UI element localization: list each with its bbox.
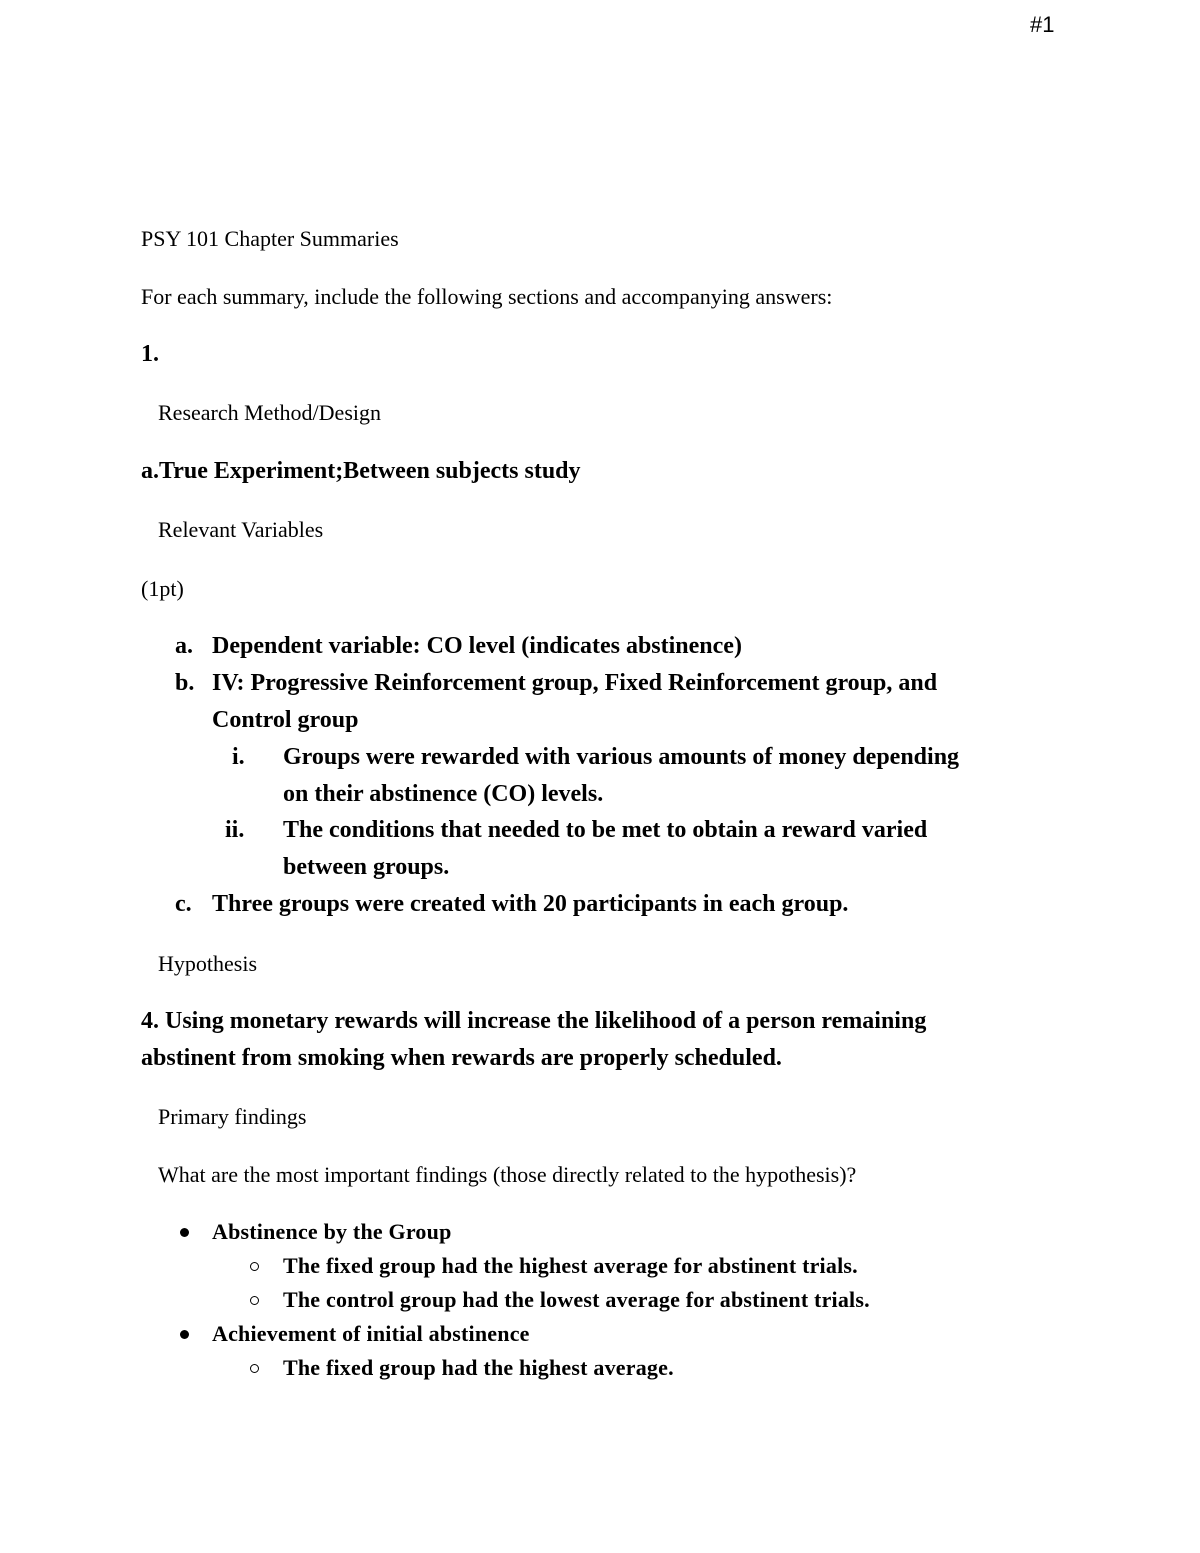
list-item-text: on their abstinence (CO) levels. — [283, 781, 604, 807]
answer-text: True Experiment;Between subjects study — [159, 458, 581, 484]
list-marker: a. — [175, 633, 193, 659]
item-number: 1. — [141, 341, 159, 367]
bullet-icon — [180, 1228, 189, 1237]
list-item-text: Control group — [212, 707, 359, 733]
research-method-heading: Research Method/Design — [158, 400, 381, 425]
hypothesis-line-1 — [141, 1008, 926, 1035]
research-method-answer — [141, 458, 581, 485]
list-marker: ii. — [225, 817, 245, 843]
bullet-icon — [180, 1330, 189, 1339]
finding-detail: The control group had the lowest average for abstinent trials. — [283, 1287, 870, 1312]
finding-label: Achievement of initial abstinence — [212, 1321, 530, 1346]
list-item-text: IV: Progressive Reinforcement group, Fixed Reinforcement group, and — [212, 670, 938, 696]
findings-question: What are the most important findings (those directly related to the hypothesis)? — [158, 1162, 857, 1187]
hypothesis-line-2: abstinent from smoking when rewards are properly scheduled. — [141, 1045, 782, 1071]
list-marker: i. — [232, 744, 245, 770]
hypothesis-heading: Hypothesis — [158, 951, 257, 976]
finding-detail: The fixed group had the highest average for abstinent trials. — [283, 1253, 858, 1278]
sub-bullet-icon — [250, 1296, 259, 1305]
intro-text: For each summary, include the following sections and accompanying answers: — [141, 284, 833, 309]
page-number: #1 — [1030, 12, 1055, 37]
variables-points: (1pt) — [141, 576, 184, 601]
sub-bullet-icon — [250, 1262, 259, 1271]
answer-marker: a. — [141, 458, 159, 484]
list-item-text: The conditions that needed to be met to obtain a reward varied — [283, 817, 928, 843]
hypothesis-text: Using monetary rewards will increase the likelihood of a person remaining — [165, 1008, 927, 1034]
list-marker: b. — [175, 670, 195, 696]
sub-bullet-icon — [250, 1364, 259, 1373]
list-item-text: Groups were rewarded with various amounts of money depending — [283, 744, 960, 770]
finding-label: Abstinence by the Group — [212, 1219, 452, 1244]
list-marker: c. — [175, 891, 192, 917]
finding-detail: The fixed group had the highest average. — [283, 1355, 674, 1380]
list-item-text: Dependent variable: CO level (indicates abstinence) — [212, 633, 742, 659]
list-item-text: between groups. — [283, 854, 450, 880]
document-title: PSY 101 Chapter Summaries — [141, 226, 399, 251]
findings-heading: Primary findings — [158, 1104, 307, 1129]
list-item-text: Three groups were created with 20 participants in each group. — [212, 891, 849, 917]
variables-heading: Relevant Variables — [158, 517, 324, 542]
hypothesis-number: 4. — [141, 1008, 159, 1034]
